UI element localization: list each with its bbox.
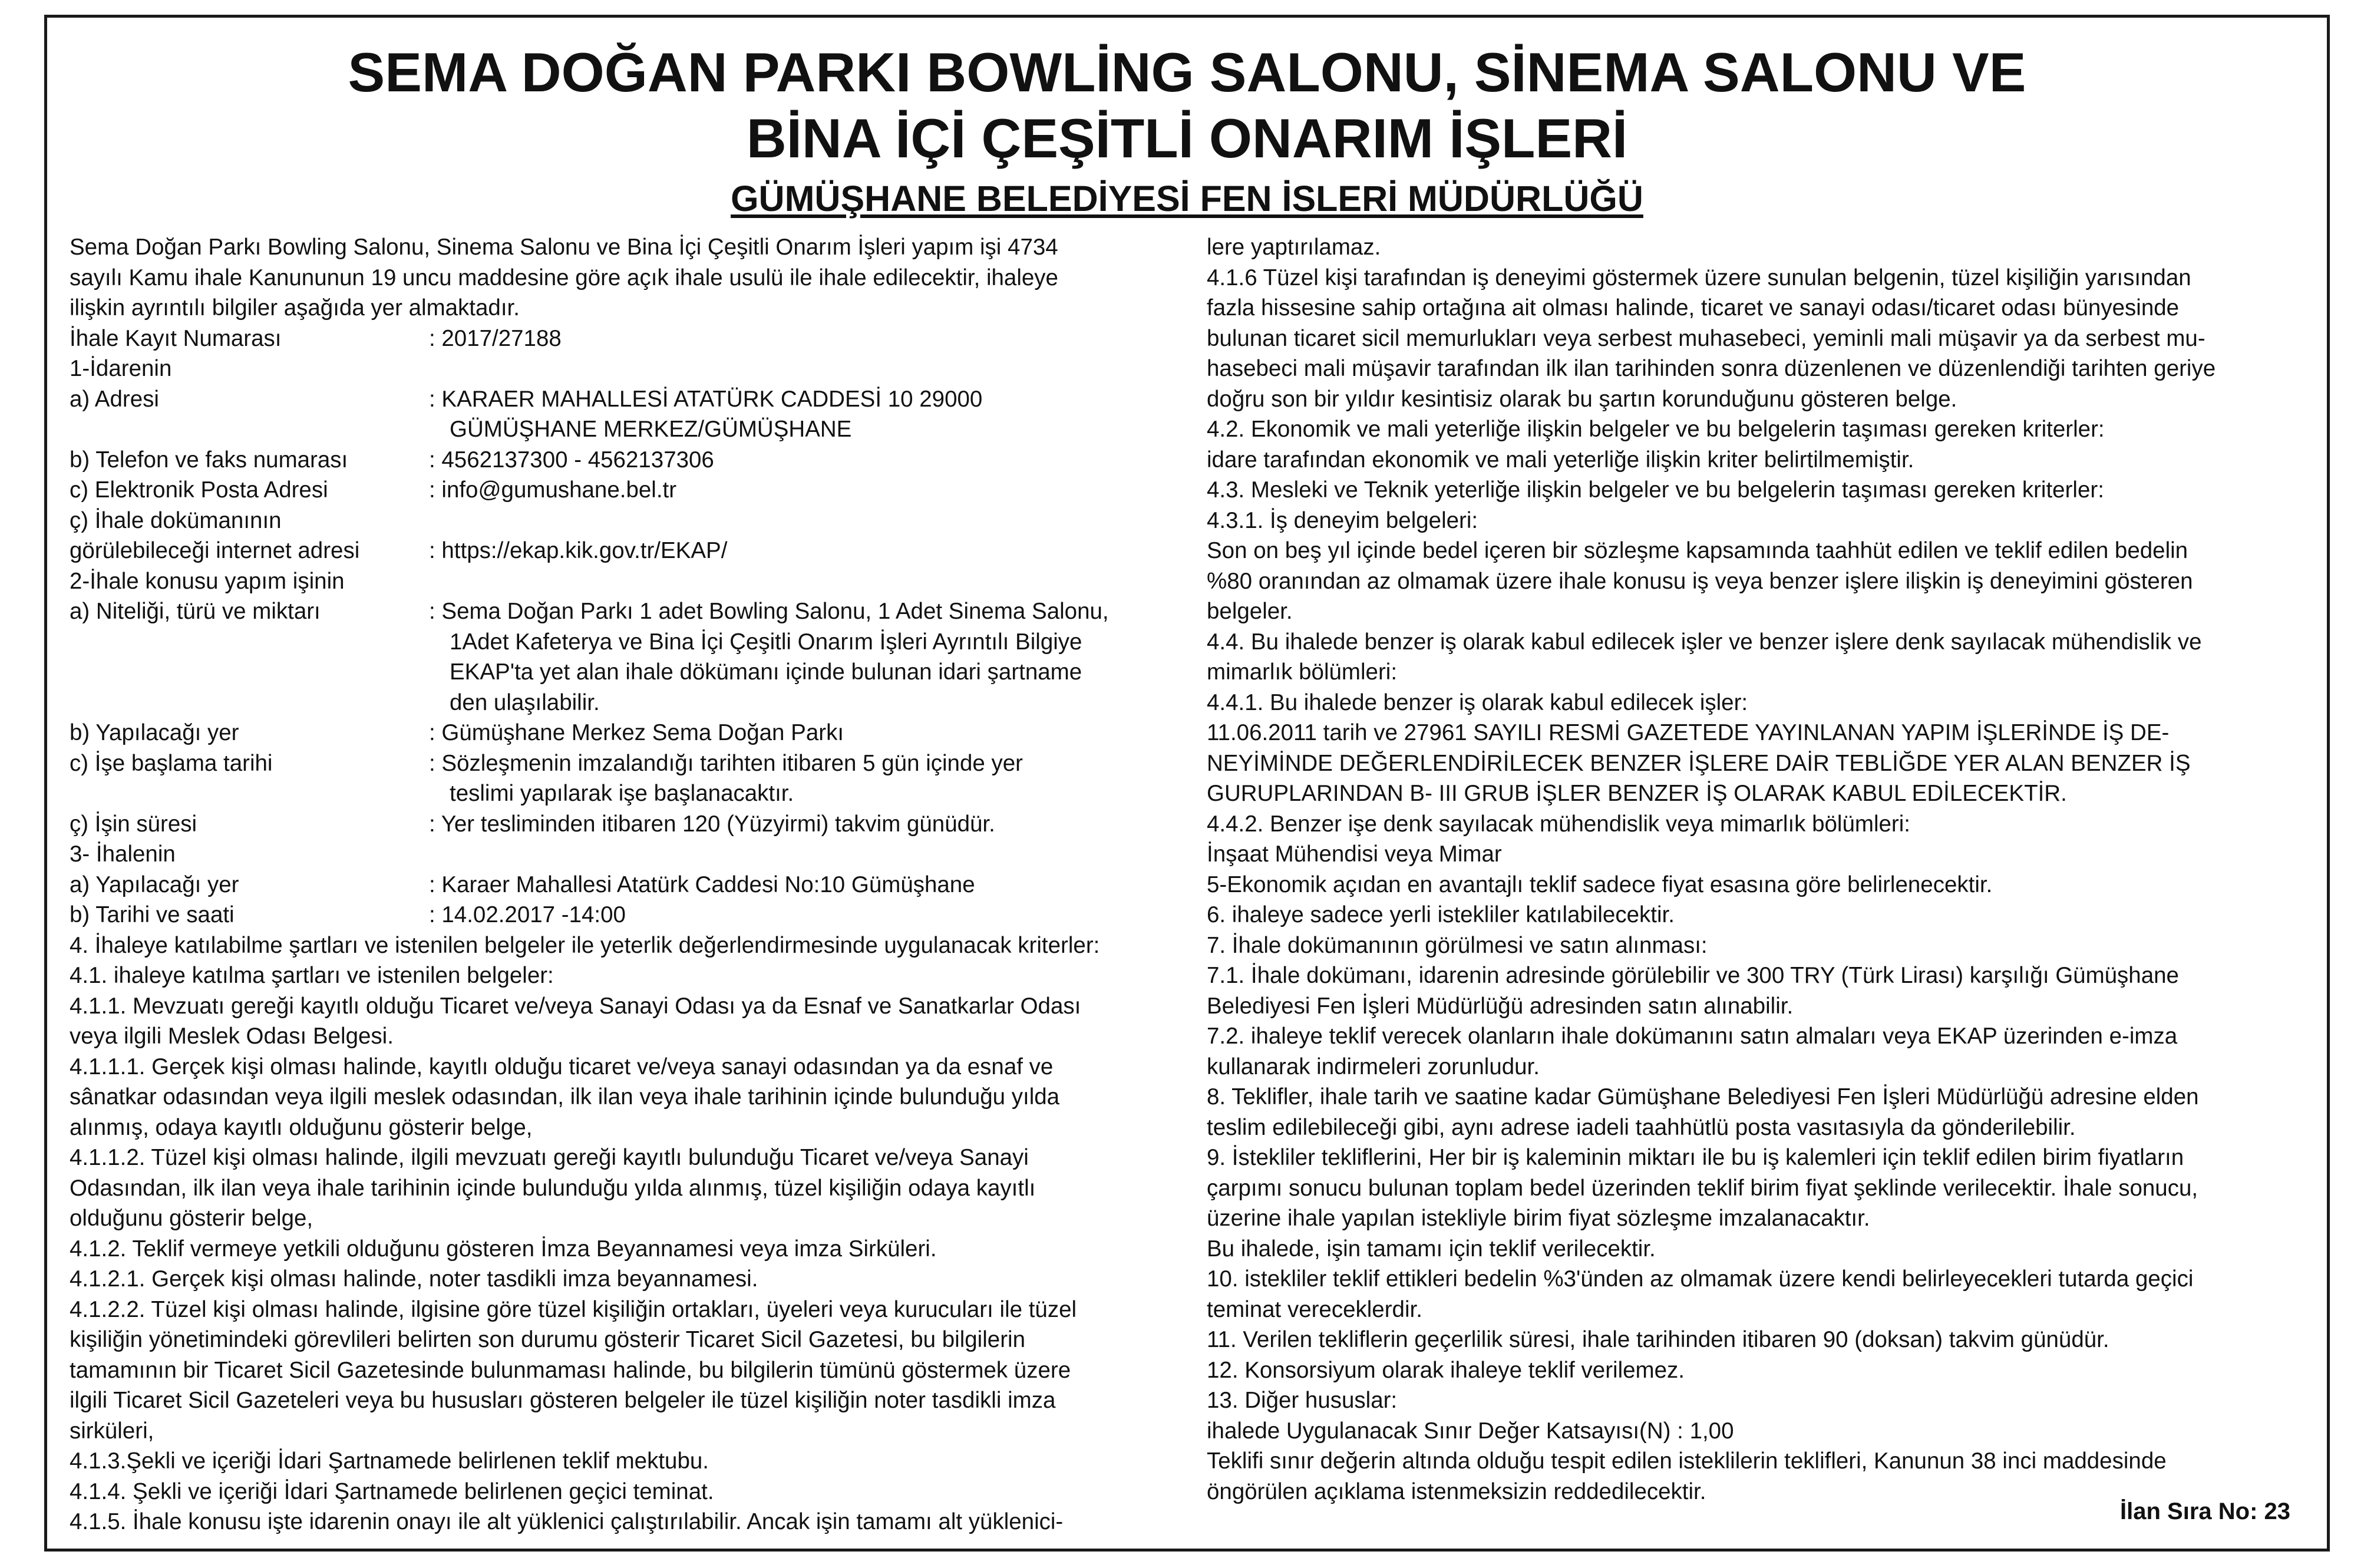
- field-dokuman: [70, 506, 1195, 536]
- body-line: 7.1. İhale dokümanı, idarenin adresinde görülebilir ve 300 TRY (Türk Lirası) karşılığı Gümüşhane: [1207, 963, 2179, 988]
- intro-line: sayılı Kamu ihale Kanununun 19 uncu maddesine göre açık ihale usulü ile ihale edilecektir, ihaleye: [70, 265, 1058, 291]
- field-nitelik-cont: [70, 627, 1195, 658]
- field-label: ç) İşin süresi: [70, 811, 197, 837]
- body-line: 4.1.6 Tüzel kişi tarafından iş deneyimi göstermek üzere sunulan belgenin, tüzel kişiliğin yarısından: [1207, 265, 2191, 291]
- body-line: 4.3.1. İş deneyim belgeleri:: [1207, 507, 1478, 533]
- left-column: [70, 232, 1195, 1537]
- field-label: ç) İhale dokümanının: [70, 507, 282, 533]
- body-line: GURUPLARINDAN B- III GRUB İŞLER BENZER İŞ OLARAK KABUL EDİLECEKTİR.: [1207, 781, 2067, 806]
- body-line: sirküleri,: [70, 1418, 154, 1444]
- field-tarih: [70, 900, 1195, 930]
- body-line: %80 oranından az olmamak üzere ihale konusu iş veya benzer işlere ilişkin iş deneyimini gösteren: [1207, 568, 2193, 594]
- notice-frame: [44, 15, 2330, 1552]
- body-line: belgeler.: [1207, 599, 1293, 624]
- field-label: İhale Kayıt Numarası: [70, 325, 282, 351]
- body-line: 5-Ekonomik açıdan en avantajlı teklif sadece fiyat esasına göre belirlenecektir.: [1207, 872, 1993, 897]
- body-line: bulunan ticaret sicil memurlukları veya serbest muhasebeci, yeminli mali müşavir ya da serbest mu-: [1207, 325, 2205, 351]
- field-label: görülebileceği internet adresi: [70, 538, 360, 563]
- field-baslama: [70, 748, 1195, 779]
- field-value: : Karaer Mahallesi Atatürk Caddesi No:10 Gümüşhane: [429, 872, 975, 897]
- body-line: 4.1.2.2. Tüzel kişi olması halinde, ilgisine göre tüzel kişiliğin ortakları, üyeleri veya kurucuları ile tüzel: [70, 1296, 1077, 1322]
- field-value: 1Adet Kafeterya ve Bina İçi Çeşitli Onarım İşleri Ayrıntılı Bilgiye: [450, 629, 1082, 655]
- body-line: Teklifi sınır değerin altında olduğu tespit edilen isteklilerin teklifleri, Kanunun 38 inci maddesinde: [1207, 1448, 2167, 1474]
- body-line: mimarlık bölümleri:: [1207, 659, 1398, 685]
- field-nitelik-cont: [70, 657, 1195, 688]
- field-label: c) Elektronik Posta Adresi: [70, 477, 328, 503]
- field-value: : info@gumushane.bel.tr: [429, 477, 677, 503]
- body-line: 4.4. Bu ihalede benzer iş olarak kabul edilecek işler ve benzer işlere denk sayılacak mühendislik ve: [1207, 629, 2202, 655]
- field-baslama-cont: [70, 778, 1195, 809]
- body-line: 4.1.1.1. Gerçek kişi olması halinde, kayıtlı olduğu ticaret ve/veya sanayi odasından ya da esnaf ve: [70, 1054, 1054, 1080]
- body-line: Bu ihalede, işin tamamı için teklif verilecektir.: [1207, 1236, 1656, 1262]
- section-heading: 3- İhalenin: [70, 841, 176, 867]
- field-ihale-yer: [70, 870, 1195, 900]
- body-line: 6. ihaleye sadece yerli istekliler katılabilecektir.: [1207, 902, 1675, 927]
- body-line: 8. Teklifler, ihale tarih ve saatine kadar Gümüşhane Belediyesi Fen İşleri Müdürlüğü adresine elden: [1207, 1084, 2199, 1110]
- body-line: ilgili Ticaret Sicil Gazeteleri veya bu hususları gösteren belgeler ile tüzel kişiliğin noter tasdikli imza: [70, 1388, 1056, 1413]
- body-line: 4.2. Ekonomik ve mali yeterliğe ilişkin belgeler ve bu belgelerin taşıması gereken kriterler:: [1207, 417, 2105, 442]
- body-line: üzerine ihale yapılan istekliyle birim fiyat sözleşme imzalanacaktır.: [1207, 1206, 1870, 1231]
- field-value: teslimi yapılarak işe başlanacaktır.: [450, 781, 794, 806]
- body-line: Son on beş yıl içinde bedel içeren bir sözleşme kapsamında taahhüt edilen ve teklif edilen bedelin: [1207, 538, 2188, 563]
- field-label: b) Yapılacağı yer: [70, 720, 239, 745]
- field-value: : 14.02.2017 -14:00: [429, 902, 626, 927]
- body-line: 4.4.1. Bu ihalede benzer iş olarak kabul edilecek işler:: [1207, 689, 1748, 715]
- field-yer: [70, 718, 1195, 748]
- field-telefon: [70, 445, 1195, 476]
- field-value: : 4562137300 - 4562137306: [429, 447, 714, 473]
- body-line: çarpımı sonucu bulunan toplam bedel üzerinden teklif birim fiyat şeklinde verilecektir. İhale sonucu,: [1207, 1175, 2198, 1201]
- body-line: 4.1.1. Mevzuatı gereği kayıtlı olduğu Ticaret ve/veya Sanayi Odası ya da Esnaf ve Sanatkarlar Odası: [70, 993, 1081, 1019]
- body-line: 4. İhaleye katılabilme şartları ve istenilen belgeler ile yeterlik değerlendirmesinde uygulanacak kriterler:: [70, 932, 1100, 958]
- body-line: 4.1.5. İhale konusu işte idarenin onayı ile alt yüklenici çalıştırılabilir. Ancak işin tamamı alt yüklenici-: [70, 1509, 1064, 1534]
- field-label: a) Niteliği, türü ve miktarı: [70, 599, 321, 624]
- ilan-sira-no: İlan Sıra No: 23: [2120, 1498, 2290, 1524]
- field-label: b) Tarihi ve saati: [70, 902, 235, 927]
- body-line: hasebeci mali müşavir tarafından ilk ilan tarihinden sonra düzenlenen ve düzenlendiği tarihten geriye: [1207, 356, 2216, 381]
- body-line: NEYİMİNDE DEĞERLENDİRİLECEK BENZER İŞLERE DAİR TEBLİĞDE YER ALAN BENZER İŞ: [1207, 750, 2191, 776]
- field-value: GÜMÜŞHANE MERKEZ/GÜMÜŞHANE: [450, 417, 852, 442]
- notice-title-line1: SEMA DOĞAN PARKI BOWLİNG SALONU, SİNEMA SALONU VE: [348, 41, 2026, 103]
- notice-subtitle: GÜMÜŞHANE BELEDİYESİ FEN İSLERİ MÜDÜRLÜĞÜ: [731, 179, 1643, 219]
- field-value: : KARAER MAHALLESİ ATATÜRK CADDESİ 10 29000: [429, 386, 983, 412]
- field-kayit: [70, 323, 1195, 354]
- body-line: 10. istekliler teklif ettikleri bedelin %3'ünden az olmamak üzere kendi belirleyecekleri tutarda geçici: [1207, 1266, 2194, 1292]
- body-line: olduğunu gösterir belge,: [70, 1206, 313, 1231]
- body-line: lere yaptırılamaz.: [1207, 235, 1381, 260]
- body-line: 7.2. ihaleye teklif verecek olanların ihale dokümanını satın almaları veya EKAP üzerinden e-imza: [1207, 1024, 2178, 1049]
- field-value: den ulaşılabilir.: [450, 689, 600, 715]
- body-line: 4.1.4. Şekli ve içeriği İdari Şartnamede belirlenen geçici teminat.: [70, 1478, 714, 1504]
- field-nitelik-cont: [70, 688, 1195, 718]
- body-line: teslim edilebileceği gibi, aynı adrese iadeli taahhütlü posta vasıtasıyla da gönderilebilir.: [1207, 1114, 2076, 1140]
- body-line: 4.4.2. Benzer işe denk sayılacak mühendislik veya mimarlık bölümleri:: [1207, 811, 1911, 837]
- body-line: Belediyesi Fen İşleri Müdürlüğü adresinden satın alınabilir.: [1207, 993, 1794, 1019]
- body-line: ihalede Uygulanacak Sınır Değer Katsayısı(N) : 1,00: [1207, 1418, 1734, 1444]
- body-line: İnşaat Mühendisi veya Mimar: [1207, 841, 1502, 867]
- body-line: 7. İhale dokümanının görülmesi ve satın alınması:: [1207, 932, 1708, 958]
- body-line: 4.3. Mesleki ve Teknik yeterliğe ilişkin belgeler ve bu belgelerin taşıması gereken kriterler:: [1207, 477, 2104, 503]
- intro-line: ilişkin ayrıntılı bilgiler aşağıda yer almaktadır.: [70, 295, 520, 321]
- field-value: : Gümüşhane Merkez Sema Doğan Parkı: [429, 720, 844, 745]
- body-line: 11.06.2011 tarih ve 27961 SAYILI RESMİ GAZETEDE YAYINLANAN YAPIM İŞLERİNDE İŞ DE-: [1207, 720, 2170, 745]
- field-label: b) Telefon ve faks numarası: [70, 447, 348, 473]
- body-line: idare tarafından ekonomik ve mali yeterliğe ilişkin kriter belirtilmemiştir.: [1207, 447, 1914, 473]
- field-label: c) İşe başlama tarihi: [70, 750, 273, 776]
- body-line: veya ilgili Meslek Odası Belgesi.: [70, 1024, 394, 1049]
- notice-title-line2: BİNA İÇİ ÇEŞİTLİ ONARIM İŞLERİ: [746, 107, 1628, 169]
- field-label: a) Adresi: [70, 386, 159, 412]
- body-line: 12. Konsorsiyum olarak ihaleye teklif verilemez.: [1207, 1357, 1685, 1383]
- field-dokuman-cont: [70, 536, 1195, 566]
- intro-line: Sema Doğan Parkı Bowling Salonu, Sinema Salonu ve Bina İçi Çeşitli Onarım İşleri yapım işi 4734: [70, 235, 1058, 260]
- field-label: a) Yapılacağı yer: [70, 872, 239, 897]
- section-heading: 1-İdarenin: [70, 356, 172, 381]
- body-line: tamamının bir Ticaret Sicil Gazetesinde bulunmaması halinde, bu bilgilerin tümünü göstermek üzere: [70, 1357, 1071, 1383]
- field-value: EKAP'ta yet alan ihale dökümanı içinde bulunan idari şartname: [450, 659, 1082, 685]
- section-heading: 2-İhale konusu yapım işinin: [70, 568, 345, 594]
- field-value: : Sözleşmenin imzalandığı tarihten itibaren 5 gün içinde yer: [429, 750, 1023, 776]
- field-eposta: [70, 475, 1195, 506]
- field-adres-cont: [70, 414, 1195, 445]
- field-value: : https://ekap.kik.gov.tr/EKAP/: [429, 538, 728, 563]
- body-line: kullanarak indirmeleri zorunludur.: [1207, 1054, 1540, 1080]
- field-adres: [70, 384, 1195, 415]
- right-column: [1207, 232, 2320, 1507]
- body-line: teminat vereceklerdir.: [1207, 1296, 1422, 1322]
- field-nitelik: [70, 596, 1195, 627]
- body-line: sânatkar odasından veya ilgili meslek odasından, ilk ilan veya ihale tarihinin içinde bulunduğu yılda: [70, 1084, 1060, 1110]
- body-line: 11. Verilen tekliflerin geçerlilik süresi, ihale tarihinden itibaren 90 (doksan) takvim günüdür.: [1207, 1327, 2109, 1352]
- body-line: 4.1.1.2. Tüzel kişi olması halinde, ilgili mevzuatı gereği kayıtlı bulunduğu Ticaret ve/veya Sanayi: [70, 1145, 1029, 1170]
- body-line: fazla hissesine sahip ortağına ait olması halinde, ticaret ve sanayi odası/ticaret odası bünyesinde: [1207, 295, 2180, 321]
- body-line: Odasından, ilk ilan veya ihale tarihinin içinde bulunduğu yılda alınmış, tüzel kişiliğin odaya kayıtlı: [70, 1175, 1036, 1201]
- body-line: kişiliğin yönetimindeki görevlileri belirten son durumu gösterir Ticaret Sicil Gazetesi, bu bilgilerin: [70, 1327, 1025, 1352]
- body-line: öngörülen açıklama istenmeksizin reddedilecektir.: [1207, 1478, 1706, 1504]
- body-line: 4.1.2. Teklif vermeye yetkili olduğunu gösteren İmza Beyannamesi veya imza Sirküleri.: [70, 1236, 937, 1262]
- body-line: 13. Diğer hususlar:: [1207, 1388, 1398, 1413]
- field-value: : 2017/27188: [429, 325, 562, 351]
- body-line: doğru son bir yıldır kesintisiz olarak bu şartın korunduğunu gösteren belge.: [1207, 386, 1957, 412]
- body-line: 4.1.2.1. Gerçek kişi olması halinde, noter tasdikli imza beyannamesi.: [70, 1266, 758, 1292]
- field-value: : Sema Doğan Parkı 1 adet Bowling Salonu, 1 Adet Sinema Salonu,: [429, 599, 1109, 624]
- body-line: 4.1.3.Şekli ve içeriği İdari Şartnamede belirlenen teklif mektubu.: [70, 1448, 709, 1474]
- body-line: 9. İstekliler tekliflerini, Her bir iş kaleminin miktarı ile bu iş kalemleri için teklif edilen birim fiyatların: [1207, 1145, 2184, 1170]
- body-line: 4.1. ihaleye katılma şartları ve istenilen belgeler:: [70, 963, 554, 988]
- field-value: : Yer tesliminden itibaren 120 (Yüzyirmi) takvim günüdür.: [429, 811, 995, 837]
- field-sure: [70, 809, 1195, 840]
- body-line: alınmış, odaya kayıtlı olduğunu gösterir belge,: [70, 1114, 533, 1140]
